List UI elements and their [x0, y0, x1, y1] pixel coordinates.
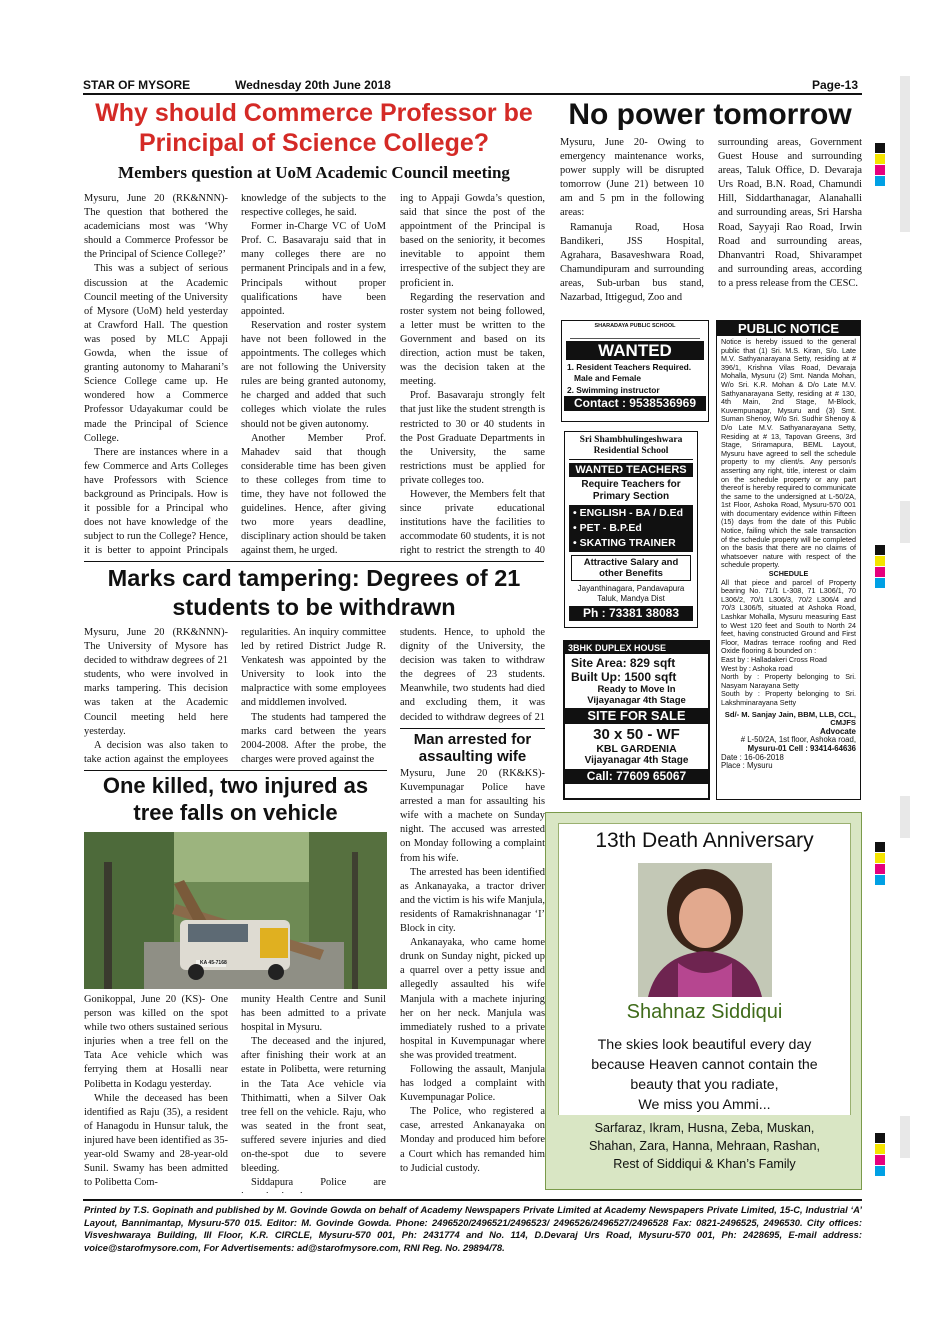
registration-mark [875, 842, 885, 852]
story5-body [400, 767, 545, 1191]
paragraph: This was a subject of serious discussion at the Academic Council meeting of the University of Mysore (UoM) held yesterday at Crawford Hall. The question was posed by MLC Appaji Gowda, when the issue of granting autonomy to Maharani’s Science College came up. He wondered how a Commerce Professor Udayakumar could be made the Principal of Science College. [84, 263, 228, 444]
ad-wanted-title: WANTED TEACHERS [569, 463, 693, 477]
notice-addr1: # L-50/2A, 1st floor, Ashoka road, [740, 735, 856, 745]
paragraph: regularities. An inquiry committee led by retired District Judge R. Venkatesh was appointed by the University to look into the malpractice with some employees and middlemen involved. [241, 627, 386, 709]
registration-mark [875, 1155, 885, 1165]
paragraph: Another Member Prof. Mahadev said that though considerable time has been given to these colleges from time to time, they have not followed the guidelines. Hence, after giving two more years deadline, disciplinary action should be taken against them, he urged. [241, 432, 386, 557]
ad-line1b: Male and Female [574, 373, 642, 383]
registration-mark [875, 154, 885, 164]
ad-item: • SKATING TRAINER [573, 537, 676, 549]
ad-items [569, 505, 693, 552]
ad-school-name: SHARADAYA PUBLIC SCHOOL [594, 323, 676, 329]
paragraph: Following the assault, Manjula has lodged a complaint with Kuvempunagar Police. [400, 1063, 545, 1104]
tree-accident-photo [84, 832, 387, 989]
notice-sign: Sd/- M. Sanjay Jain, BBM, LLB, CCL, CMJFS [724, 709, 856, 728]
paragraph: Ramanuja Road, Hosa Bandikeri, JSS Hospital, Agrahara, Basaveshwara Road, Chamundipuram and surrounding areas, Sub-urban bus stand, Nazarbad, Ittigegud, Zoo and [560, 221, 704, 304]
ad-address: Jayanthinagara, Pandavapura Taluk, Mandya Dist [577, 584, 685, 603]
ad-contact: Contact : 9538536969 [564, 396, 706, 411]
ad-item: • ENGLISH - BA / D.Ed [573, 507, 684, 519]
ad-salary: Attractive Salary and other Benefits [571, 555, 691, 581]
paragraph: students. Hence, to uphold the dignity of the University, the decision was taken to withdraw the degrees of 23 students. Meanwhile, two students had died and excluding them, it was decided to withdraw degrees of 21 [400, 627, 545, 723]
family-line: Shahan, Zara, Hanna, Mehraan, Rashan, [588, 1139, 821, 1153]
paragraph: The arrested has been identified as Ankanayaka, a tractor driver and the victim is his wife Manjula, residents of Ramakrishnanagar ‘I’ Block in city. [400, 866, 545, 935]
paragraph: Siddapura Police are [251, 1177, 386, 1189]
obituary-ad [545, 812, 862, 1190]
ad-sharadaya-wanted [561, 320, 709, 422]
paragraph: Mysuru, June 20 (RK&KS)- Kuvempunagar Police have arrested a man for assaulting his wife with a machete on Sunday night. The accused was arrested on Monday following a complaint from his wife. [400, 768, 545, 864]
paragraph: Former in-Charge VC of UoM Prof. C. Basavaraju said that in many colleges there are no permanent Principals and in a few, Principals without proper qualifications have been appointed. [241, 221, 386, 317]
issue-date: Wednesday 20th June 2018 [235, 78, 391, 92]
paper-name: STAR OF MYSORE [83, 78, 191, 92]
registration-mark [875, 1166, 885, 1176]
registration-mark [875, 545, 885, 555]
notice-bound: East by : Halladakeri Cross Road [721, 654, 827, 664]
registration-mark [875, 1144, 885, 1154]
family-line: Sarfaraz, Ikram, Husna, Zeba, Muskan, [594, 1121, 815, 1135]
ad-wanted-title: WANTED [566, 341, 704, 360]
registration-mark [875, 556, 885, 566]
ad-call: Call: 77609 65067 [565, 769, 708, 784]
family-line: Rest of Siddiqui & Khan’s Family [613, 1157, 796, 1171]
notice-schedule-title: SCHEDULE [768, 569, 809, 579]
story3-col3 [400, 626, 545, 726]
obituary-family [558, 1119, 851, 1173]
ad-phone: Ph : 73381 38083 [569, 606, 693, 621]
notice-bound: West by : Ashoka road [721, 663, 793, 673]
ad-layout: KBL GARDENIA [596, 743, 677, 755]
paragraph: Gonikoppal, June 20 (KS)- One person was killed on the spot while two others sustained serious injuries when a tree fell on the Tata Ace vehicle which was ferrying them at Hosalli near Polibetta in Kodagu yesterday. [84, 994, 228, 1090]
number-plate: KA 45-7168 [200, 960, 227, 966]
ad-line1: 1. Resident Teachers Required. [567, 362, 692, 372]
ad-area: Site Area: 829 sqft [571, 656, 676, 670]
ad-title: 3BHK DUPLEX HOUSE [565, 642, 708, 654]
paragraph: Mysuru, June 20 (RK&NNN)- The University of Mysore has decided to withdraw degrees of 21 students, who were involved in marks tampering. This decision was taken at the Academic Council meeting held here yesterday. [84, 627, 228, 737]
paragraph: The deceased and the injured, after finishing their work at an estate in Polibetta, were returning in the Tata Ace vehicle via Thithimatti, when a Silver Oak tree fell on the vehicle. Raju, who was seated in the front seat, suffered severe injuries and died on-the-spot due to severe bleeding. [241, 1036, 386, 1175]
story1-col1 [84, 192, 228, 558]
paragraph: Reservation and roster system have not been followed in the appointments. The colleges which are not following the University rules are being granted autonomy, he charged and added that such colleges which violate the rules should not be given autonomy. [241, 319, 386, 430]
verse-line: beauty that you radiate, [630, 1077, 779, 1093]
imprint: Printed by T.S. Gopinath and published by M. Govinde Gowda on behalf of Academy Newspapers Private Limited at Academy Newspapers Private Limited, 15-C, Industrial ‘A’ Layout, Bannimantap, Mysuru-570 015. Editor: M. Govinde Gowda. Phone: 2496520/2496521/2496523/ 2496526/2496527/2496528 Fax: 0821-2496525, 2496530. City offices: Visveshwaraya Building, III Floor, K.R. CIRCLE, Mysuru-570 001, Ph: 2431774 and No. 114, D.Devaraj Urs Road, Mysuru-570 001, Ph: 2428695, E-mail address: voice@starofmysore.com, For Advertisements: ad@starofmysore.com, RNI Reg. No. 29894/78. [84, 1204, 862, 1253]
ad-school-name: Sri Shambhulingeshwara Residential School [569, 435, 693, 460]
paragraph: ing to Appaji Gowda’s question, said that since the post of the appointment of the Principal is based on the seniority, it becomes inevitable to appoint them irrespective of the subject they are proficient in. [400, 193, 545, 289]
story5-headline: Man arrested for assaulting wife [413, 731, 532, 765]
registration-mark [875, 1133, 885, 1143]
story2-col1 [560, 136, 704, 306]
story4-col1 [84, 993, 228, 1193]
story1-col3 [400, 192, 545, 558]
paragraph: munity Health Centre and Sunil has been admitted to a private hospital in Mysuru. [241, 994, 386, 1034]
registration-mark [875, 875, 885, 885]
verse-line: because Heaven cannot contain the [591, 1057, 818, 1073]
obituary-title: 13th Death Anniversary [595, 829, 814, 852]
ad-built: Built Up: 1500 sqft [571, 670, 677, 684]
notice-bound: South by : Property belonging to Sri. Lakshminarayana Setty [721, 689, 856, 707]
ad-move: Ready to Move In [597, 684, 676, 695]
obituary-verse [558, 1035, 851, 1115]
registration-mark [875, 176, 885, 186]
story3-col2 [241, 626, 386, 766]
verse-line: The skies look beautiful every day [597, 1037, 812, 1053]
notice-body: Notice is hereby issued to the general public that (1) Sri. M.S. Kiran, S/o. Late M.V. Sathyanarayana Setty, residing at # 396/1, Krishna Vilas Road, Devaraja Mohalla, Mysuru (2) Smt. Nanda Mohan, W/o Sri. K.R. Mohan & D/o Late M.V. Sathyanarayana Setty, residing at # 130, 4th Main, 2nd Stage, M-Block, Kuvempunagar, Mysuru and (3) Smt. Suman Shenoy, W/o Sri. Sudhir Shenoy & D/o Late M.V. Sathyanarayana Setty, Residing at # 13, Tapovan Greens, 3rd Stage, Sriramapura, BEML Layout, Mysuru have agreed to sell the schedule property to my client/s. Any person/s asserting any right, title, interest or claim on the schedule property or any part thereof is hereby required to communicate the same to the undersigned at L-50/2A, 1st Floor, Ashoka Road, Mysuru-570 001 with documentary evidence within Fifteen (15) days from the date of this Public Notice, failing which the sale transaction of the schedule property will be completed on the basis that there are no claims of whatsoever nature with respect of the schedule property. [721, 337, 856, 570]
paragraph: Mysuru, June 20 (RK&NNN)- The question that bothered the academicians most was ‘Why should a Commerce Professor be the Principal of Science College?’ [84, 193, 228, 261]
ad-loc2: Vijayanagar 4th Stage [584, 755, 689, 766]
notice-schedule: All that piece and parcel of Property bearing No. 71/1 L-308, 71 L306/1, 70 L306/2, 70/1 L306/3, 70/2 L306/4 and 70/3 L306/5, situated at Ashoka Road, Lashkar Mohalla, Mysuru measuring East to West 120 feet and South to North 24 feet, having constructed Ground and First Floor, Madras terrace roofing and Red Oxide flooring & bounded on : [721, 577, 856, 656]
story1-subhead: Members question at UoM Academic Council meeting [118, 163, 510, 182]
paragraph: Mysuru, June 20- Owing to emergency maintenance works, power supply will be disrupted tomorrow (June 21) between 10 am and 5 pm in the following areas: [560, 137, 704, 219]
registration-mark [875, 143, 885, 153]
print-margin [885, 76, 945, 1256]
story4-headline: One killed, two injured as tree falls on vehicle [102, 773, 369, 825]
paragraph: Ankanayaka, who came home drunk on Sunday night, picked up a quarrel over a petty issue and allegedly assaulted his wife Manjula with a machete injuring her on her neck. Manjula was immediately rushed to a private hospital in Kuvempunagar where she was provided treatment. [400, 937, 545, 1061]
ad-duplex-house [563, 640, 710, 800]
story2-col2 [718, 136, 862, 306]
obituary-name: Shahnaz Siddiqui [626, 1001, 783, 1023]
story2-headline: No power tomorrow [568, 98, 852, 131]
story1-col2 [241, 192, 386, 558]
verse-line: We miss you Ammi... [638, 1097, 771, 1113]
story3-headline: Marks card tampering: Degrees of 21 students to be withdrawn [107, 565, 521, 620]
registration-mark [875, 165, 885, 175]
registration-mark [875, 578, 885, 588]
paragraph: There are instances where in a few Commerce and Arts Colleges have Professors with Science background as Principals. How is it possible for a Principal who does not have knowledge of the subject to run the College? Hence, it is better to appoint Principals [84, 446, 228, 557]
portrait-photo [638, 863, 772, 997]
page-number: Page-13 [812, 78, 859, 92]
notice-place: Place : Mysuru [721, 761, 773, 771]
notice-title: PUBLIC NOTICE [717, 321, 860, 336]
notice-addr2: Mysuru-01 Cell : 93414-64636 [747, 743, 856, 753]
paragraph: The Police, who registered a case, arrested Ankanayaka on Monday and produced him before a Court which has remanded him to Judicial custody. [400, 1106, 545, 1174]
paragraph: However, the Members felt that since private educational institutions have the facilities to accommodate 60 students, it is not right to restrict the strength to 40 [400, 488, 545, 557]
notice-bound: North by : Property belonging to Sri. Nasyam Narayana Setty [721, 672, 856, 690]
ad-loc: Vijayanagar 4th Stage [587, 695, 686, 706]
public-notice [716, 320, 861, 800]
notice-date: Date : 16-06-2018 [721, 752, 784, 762]
notice-role: Advocate [819, 726, 856, 736]
paragraph: Prof. Basavaraju strongly felt that just like the student strength is restricted to 30 or 40 students in the Post Graduate Departments in the University, the same restrictions must be applied for private colleges too. [400, 390, 545, 486]
registration-mark [875, 853, 885, 863]
paragraph: The students had tampered the marks card between the years 2004-2008. After the probe, the charges were proved against the [241, 711, 386, 765]
paragraph: surrounding areas, Government Guest House and surrounding areas, Taluk Office, D. Devaraja Urs Road, B.N. Road, Chamundi Hill, Siddarthanagar, Alanahalli and surrounding areas, Sri Harsha Road, Sayyaji Rao Road, Irwin Road and surrounding areas, Dhanvantri Road, Shivarampet and surrounding areas, according to a press release from the CESC. [718, 137, 862, 289]
ad-sub: Require Teachers for Primary Section [581, 479, 681, 502]
paragraph: While the deceased has been identified as Raju (35), a resident of Hanagodu in Hunsur taluk, the injured have been identified as 35-year-old Swamy and 28-year-old Sunil. Swamy has been admitted to Polibetta Com- [84, 1092, 228, 1189]
paragraph: knowledge of the subjects to the respective colleges, he said. [241, 193, 386, 219]
ad-item: • PET - B.P.Ed [573, 522, 642, 534]
ad-shambhu-wanted [564, 431, 698, 628]
story1-headline: Why should Commerce Professor be Principal of Science College? [95, 99, 533, 157]
ad-size: 30 x 50 - WF [593, 726, 680, 743]
ad-sale: SITE FOR SALE [565, 708, 708, 724]
paragraph: A decision was also taken to take action against the employees [84, 739, 228, 765]
paragraph: Regarding the reservation and roster system not being followed, a letter must be written to the Government and based on its direction, action must be taken, was the decision taken at the meeting. [400, 291, 545, 388]
ad-line2: 2. Swimming instructor [567, 385, 660, 395]
registration-mark [875, 567, 885, 577]
story3-col1 [84, 626, 228, 766]
registration-mark [875, 864, 885, 874]
story4-col2 [241, 993, 386, 1193]
